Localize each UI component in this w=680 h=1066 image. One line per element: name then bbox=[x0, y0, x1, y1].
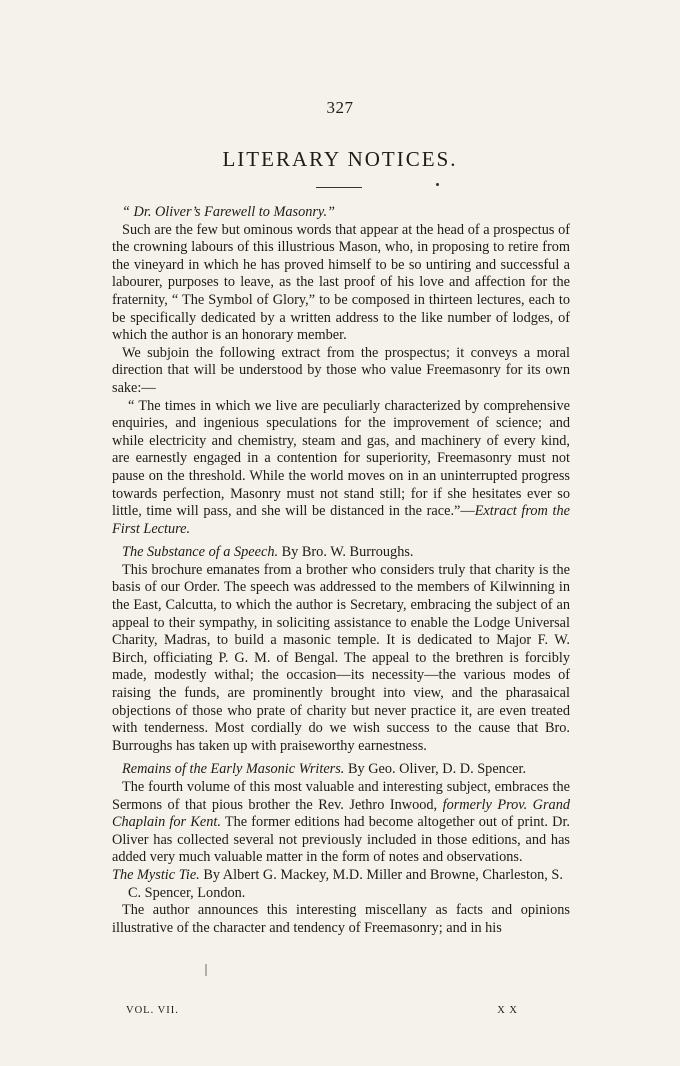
ink-speck bbox=[436, 183, 439, 186]
title-rule bbox=[316, 187, 362, 188]
section-title: LITERARY NOTICES. bbox=[222, 147, 458, 171]
entry-heading-farewell: “ Dr. Oliver’s Farewell to Masonry.” bbox=[122, 204, 336, 220]
page-number: 327 bbox=[326, 98, 354, 117]
notices-body bbox=[112, 204, 570, 937]
entry-heading-speech bbox=[122, 544, 570, 562]
entry-author: By Bro. W. Burroughs. bbox=[278, 544, 414, 561]
signature-mark: X X bbox=[497, 1005, 518, 1016]
entry-paragraph bbox=[112, 779, 570, 867]
entry-heading-mystic-tie bbox=[112, 867, 570, 902]
volume-label: VOL. VII. bbox=[126, 1005, 179, 1016]
entry-author: By Geo. Oliver, D. D. Spencer. bbox=[344, 761, 527, 778]
entry-title: The Mystic Tie. bbox=[112, 866, 200, 883]
entry-paragraph: Such are the few but ominous words that appear at the head of a prospectus of the crowning labours of this illustrious Mason, who, in proposing to retire from the vineyard in which he has proved himself to be so untiring and successful a labourer, purposes to leave, as the last proof of his love and affection for the fraternity, “ The Symbol of Glory,” to be composed in thirteen lectures, each to be specifically dedicated by a written address to the like number of lodges, of which the author is an honorary member. bbox=[112, 221, 570, 344]
entry-paragraph-italic: formerly Prov. Grand Chaplain for Kent. bbox=[112, 796, 570, 831]
entry-title: The Substance of a Speech. bbox=[122, 544, 279, 561]
extract-text: “ The times in which we live are peculiarly characterized by comprehensive enquiries, and ingenious speculations for the improvement of science; and while electricity and chemistry, steam and gas, and machinery of every kind, are earnestly engaged in a contention for superiority, Freemasonry must not pause on the threshold. While the world moves on in an uninterrupted progress towards perfection, Masonry must not stand still; for if she hesitates ever so little, time will pass, and she will be distanced in the race.”— bbox=[112, 397, 570, 520]
entry-paragraph-text: The fourth volume of this most valuable and interesting subject, embraces the Sermons of that pious brother the Rev. Jethro Inwood, bbox=[112, 779, 570, 813]
entry-paragraph-text: The former editions had become altogether out of print. Dr. Oliver has collected several not previously included in those editions, and has added very much valuable matter in the form of notes and observations. bbox=[112, 814, 570, 866]
entry-paragraph: We subjoin the following extract from the prospectus; it conveys a moral direction that will be understood by those who value Freemasonry for its own sake:— bbox=[112, 344, 570, 396]
pencil-mark bbox=[205, 964, 207, 976]
entry-author: By Albert G. Mackey, M.D. Miller and Browne, Charleston, S. C. Spencer, London. bbox=[128, 866, 563, 901]
entry-paragraph: The author announces this interesting miscellany as facts and opinions illustrative of the character and tendency of Freemasonry; and in his bbox=[112, 902, 570, 936]
entry-paragraph: This brochure emanates from a brother who considers truly that charity is the basis of our Order. The speech was addressed to the members of Kilwinning in the East, Calcutta, to which the author is Secretary, embracing the subject of an appeal to their sympathy, in soliciting assistance to enable the Lodge Universal Charity, Madras, to build a masonic temple. It is dedicated to Major F. W. Birch, officiating P. G. M. of Bengal. The appeal to the brethren is forcibly made, modestly withal; the occasion—its necessity—the various modes of raising the funds, are prominently brought into view, and the pharasaical objections of those who prate of charity but never practice it, are even treated with tenderness. Most cordially do we wish success to the cause that Bro. Burroughs has taken up with praiseworthy earnestness. bbox=[112, 561, 570, 754]
entry-title: Remains of the Early Masonic Writers. bbox=[122, 761, 345, 778]
extract-source: Extract from the First Lecture. bbox=[112, 503, 570, 537]
entry-heading-remains bbox=[122, 761, 570, 779]
page-footer bbox=[126, 1005, 518, 1016]
prospectus-extract bbox=[112, 398, 570, 539]
